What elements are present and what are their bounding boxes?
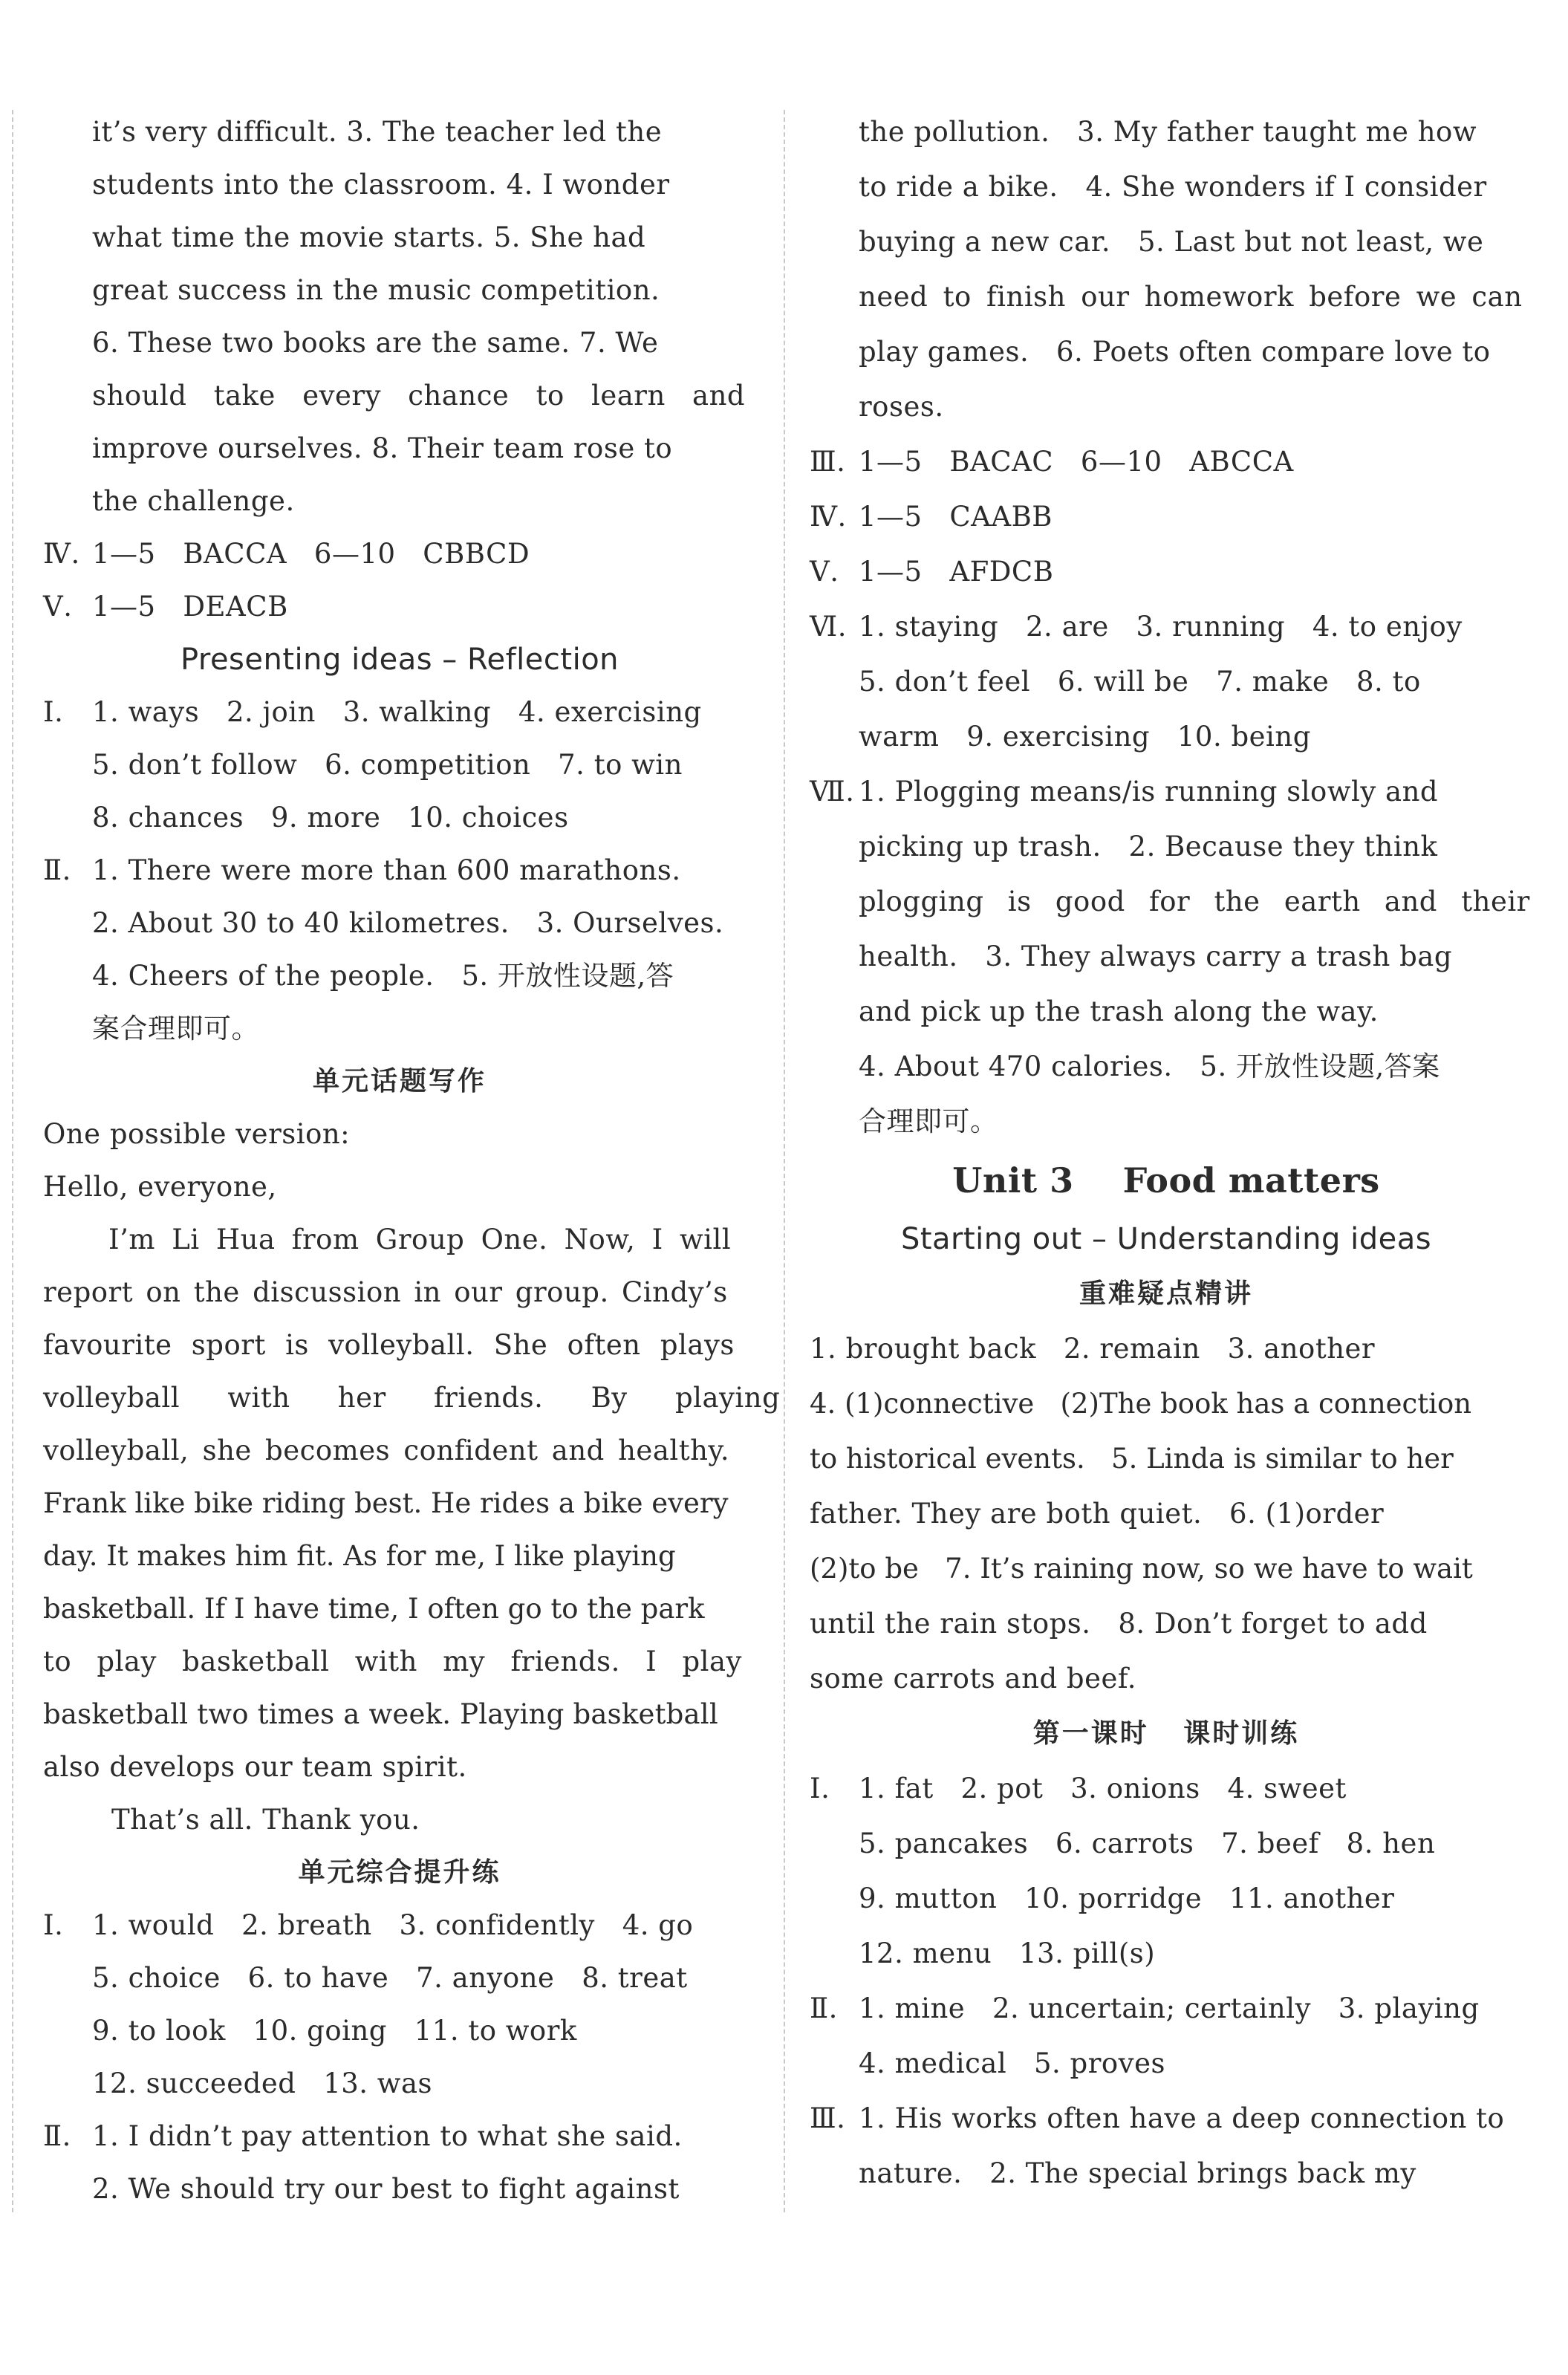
text-line: I’m Li Hua from Group One. Now, I will <box>108 1224 732 1255</box>
left-margin-divider <box>12 110 13 2212</box>
text-line: 4. medical 5. proves <box>859 2047 1165 2079</box>
text-line: 5. choice 6. to have 7. anyone 8. treat <box>92 1962 688 1994</box>
text-line: volleyball with her friends. By playing <box>43 1382 781 1414</box>
chinese-heading: 重难疑点精讲 <box>1079 1279 1253 1309</box>
answer-text: 1—5 BACCA 6—10 CBBCD <box>92 538 530 570</box>
answer-row-vi <box>810 605 1523 649</box>
text-line: One possible version: <box>43 1118 351 1150</box>
text-line: 案合理即可。 <box>92 1013 259 1044</box>
text-line: 4. About 470 calories. 5. 开放性设题,答案 <box>859 1050 1440 1082</box>
text-line: it’s very difficult. 3. The teacher led the <box>92 116 663 148</box>
answer-row-v <box>810 550 1523 594</box>
answer-text: 1—5 DEACB <box>92 591 288 623</box>
answer-text: 1—5 BACAC 6—10 ABCCA <box>859 446 1294 478</box>
answer-row-i <box>810 1767 1523 1811</box>
answer-row-iii <box>810 2096 1523 2141</box>
text-line: 12. succeeded 13. was <box>92 2067 433 2099</box>
answer-text: 1. There were more than 600 marathons. <box>92 854 681 886</box>
text-line: (2)to be 7. It’s raining now, so we have to wait <box>810 1553 1473 1585</box>
text-line: Hello, everyone, <box>43 1171 277 1203</box>
answer-row-i <box>43 690 756 735</box>
text-line: 1. brought back 2. remain 3. another <box>810 1333 1376 1365</box>
section-number: Ⅱ. <box>43 854 71 886</box>
answer-text: 1. ways 2. join 3. walking 4. exercising <box>92 696 702 728</box>
answer-row-iv <box>810 495 1523 539</box>
text-line: 8. chances 9. more 10. choices <box>92 802 569 834</box>
text-line: 5. don’t feel 6. will be 7. make 8. to <box>859 666 1421 698</box>
text-line: 9. mutton 10. porridge 11. another <box>859 1882 1395 1914</box>
text-line: 5. don’t follow 6. competition 7. to win <box>92 749 683 781</box>
unit-title: Unit 3 Food matters <box>952 1160 1380 1201</box>
answer-text: 1. I didn’t pay attention to what she said. <box>92 2120 683 2152</box>
answer-row-i <box>43 1903 756 1948</box>
text-line: to ride a bike. 4. She wonders if I consider <box>859 171 1487 203</box>
text-line: 4. Cheers of the people. 5. 开放性设题,答 <box>92 960 674 992</box>
text-line: improve ourselves. 8. Their team rose to <box>92 432 673 464</box>
answer-row-ii <box>43 2114 756 2159</box>
answer-text: 1. Plogging means/is running slowly and <box>859 776 1439 808</box>
section-number: Ⅳ. <box>810 501 847 533</box>
answer-text: 1. fat 2. pot 3. onions 4. sweet <box>859 1773 1347 1804</box>
section-number: Ⅶ. <box>810 776 855 808</box>
text-line: 9. to look 10. going 11. to work <box>92 2015 577 2047</box>
text-line: to historical events. 5. Linda is similar to her <box>810 1443 1454 1475</box>
text-line: plogging is good for the earth and their <box>859 886 1530 917</box>
section-number: Ⅲ. <box>810 446 846 478</box>
text-line: the challenge. <box>92 485 295 517</box>
text-line: basketball. If I have time, I often go to the park <box>43 1593 705 1625</box>
answer-text: 1. staying 2. are 3. running 4. to enjoy <box>859 611 1463 643</box>
text-line: 6. These two books are the same. 7. We <box>92 327 659 359</box>
text-line: warm 9. exercising 10. being <box>859 721 1311 753</box>
text-line: buying a new car. 5. Last but not least, we <box>859 226 1484 258</box>
section-number: Ⅲ. <box>810 2102 846 2134</box>
text-line: should take every chance to learn and <box>92 380 746 412</box>
text-line: roses. <box>859 391 944 423</box>
right-column <box>810 110 1530 2249</box>
answer-text: 1. mine 2. uncertain; certainly 3. playing <box>859 1992 1480 2024</box>
text-line: father. They are both quiet. 6. (1)order <box>810 1498 1385 1530</box>
text-line: students into the classroom. 4. I wonder <box>92 169 670 201</box>
text-line: some carrots and beef. <box>810 1663 1137 1695</box>
text-line: great success in the music competition. <box>92 274 660 306</box>
chinese-heading: 单元话题写作 <box>312 1066 487 1096</box>
left-column <box>43 110 781 2249</box>
answer-text: 1—5 CAABB <box>859 501 1053 533</box>
text-line: nature. 2. The special brings back my <box>859 2157 1416 2189</box>
section-number: Ⅰ. <box>43 1909 64 1941</box>
text-line: 2. About 30 to 40 kilometres. 3. Ourselves. <box>92 907 724 939</box>
answer-row-ii <box>810 1986 1523 2031</box>
answer-text: 1. His works often have a deep connection to <box>859 2102 1505 2134</box>
text-line: 5. pancakes 6. carrots 7. beef 8. hen <box>859 1827 1436 1859</box>
chinese-heading: 单元综合提升练 <box>298 1857 501 1888</box>
text-line: the pollution. 3. My father taught me how <box>859 116 1477 148</box>
answer-text: 1—5 AFDCB <box>859 556 1054 588</box>
answer-row-ii <box>43 848 756 893</box>
section-heading: Presenting ideas – Reflection <box>180 643 619 677</box>
section-heading: Starting out – Understanding ideas <box>900 1222 1432 1256</box>
answer-row-vii <box>810 770 1523 814</box>
text-line: basketball two times a week. Playing basketball <box>43 1698 718 1730</box>
column-divider <box>784 110 785 2212</box>
text-line: That’s all. Thank you. <box>111 1804 420 1836</box>
section-number: Ⅳ. <box>43 538 80 570</box>
text-line: also develops our team spirit. <box>43 1751 467 1783</box>
chinese-heading: 第一课时 课时训练 <box>1032 1718 1300 1749</box>
answer-row-v <box>43 585 756 629</box>
text-line: and pick up the trash along the way. <box>859 995 1379 1027</box>
section-number: Ⅱ. <box>43 2120 71 2152</box>
answer-row-iv <box>43 532 756 576</box>
text-line: what time the movie starts. 5. She had <box>92 221 646 253</box>
text-line: 4. (1)connective (2)The book has a connection <box>810 1388 1472 1420</box>
text-line: favourite sport is volleyball. She often plays <box>43 1329 735 1361</box>
text-line: Frank like bike riding best. He rides a bike every <box>43 1487 729 1519</box>
text-line: 合理即可。 <box>859 1105 998 1137</box>
text-line: volleyball, she becomes confident and healthy. <box>43 1435 730 1466</box>
section-number: Ⅰ. <box>810 1773 830 1804</box>
text-line: 2. We should try our best to fight against <box>92 2173 680 2205</box>
section-number: Ⅴ. <box>43 591 73 623</box>
section-number: Ⅵ. <box>810 611 847 643</box>
text-line: need to finish our homework before we can <box>859 281 1523 313</box>
text-line: to play basketball with my friends. I play <box>43 1645 742 1677</box>
section-number: Ⅰ. <box>43 696 64 728</box>
text-line: health. 3. They always carry a trash bag <box>859 940 1453 972</box>
text-line: until the rain stops. 8. Don’t forget to add <box>810 1608 1428 1640</box>
section-number: Ⅴ. <box>810 556 839 588</box>
section-number: Ⅱ. <box>810 1992 838 2024</box>
answer-row-iii <box>810 440 1523 484</box>
answer-text: 1. would 2. breath 3. confidently 4. go <box>92 1909 694 1941</box>
text-line: picking up trash. 2. Because they think <box>859 831 1438 862</box>
text-line: day. It makes him fit. As for me, I like playing <box>43 1540 676 1572</box>
text-line: report on the discussion in our group. Cindy’s <box>43 1276 728 1308</box>
text-line: 12. menu 13. pill(s) <box>859 1937 1156 1969</box>
text-line: play games. 6. Poets often compare love to <box>859 336 1491 368</box>
